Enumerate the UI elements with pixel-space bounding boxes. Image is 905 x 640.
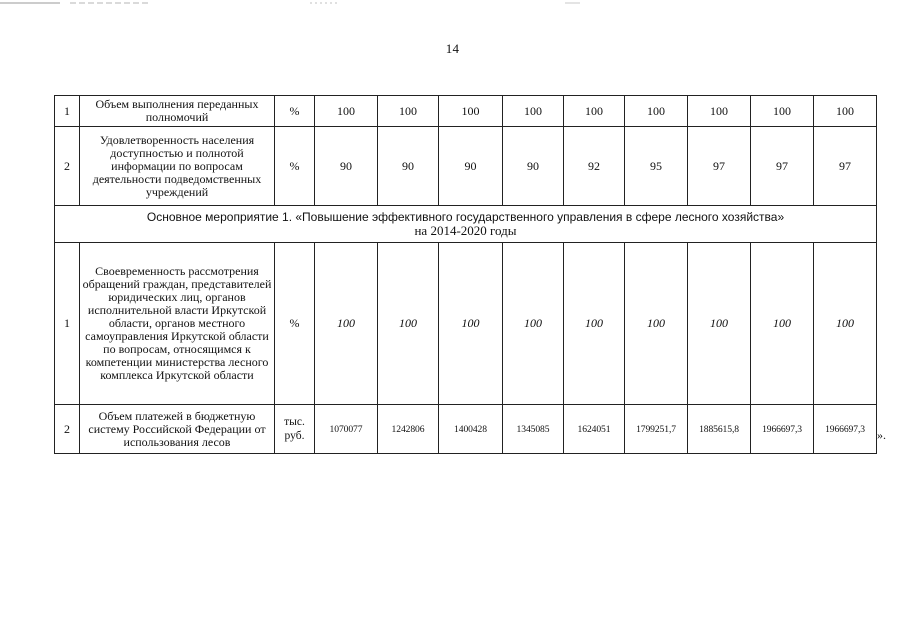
value-cell: 1070077 <box>315 405 378 454</box>
value-cell: 100 <box>814 243 877 405</box>
table-row <box>55 127 877 206</box>
row-number: 1 <box>55 96 80 127</box>
value-cell: 1799251,7 <box>625 405 688 454</box>
value-cell: 100 <box>751 96 814 127</box>
value-cell: 100 <box>503 96 564 127</box>
value-cell: 100 <box>625 243 688 405</box>
indicator-name: Объем выполнения переданных полномочий <box>80 96 275 127</box>
closing-quote-mark: ». <box>877 428 886 442</box>
value-cell: 100 <box>814 96 877 127</box>
value-cell: 1400428 <box>439 405 503 454</box>
value-cell: 1624051 <box>564 405 625 454</box>
value-cell: 100 <box>688 96 751 127</box>
value-cell: 100 <box>751 243 814 405</box>
row-number: 2 <box>55 127 80 206</box>
value-cell: 100 <box>625 96 688 127</box>
value-cell: 97 <box>814 127 877 206</box>
unit-cell: % <box>275 96 315 127</box>
value-cell: 1242806 <box>378 405 439 454</box>
value-cell: 97 <box>688 127 751 206</box>
section-title: Основное мероприятие 1. «Повышение эффективного государственного управления в сфере лесного хозяйства» <box>146 210 785 224</box>
indicator-name: Своевременность рассмотрения обращений граждан, представителей юридических лиц, органов исполнительной власти Иркутской области, органов местного самоуправления Иркутской области по вопросам, относящимся к компетенции министерства лесного комплекса Иркутской области <box>80 243 275 405</box>
value-cell: 100 <box>378 96 439 127</box>
value-cell: 1345085 <box>503 405 564 454</box>
page-number: 14 <box>445 41 460 56</box>
unit-cell: тыс. руб. <box>275 405 315 454</box>
value-cell: 1885615,8 <box>688 405 751 454</box>
value-cell: 97 <box>751 127 814 206</box>
table-row <box>55 96 877 127</box>
value-cell: 90 <box>503 127 564 206</box>
unit-cell: % <box>275 243 315 405</box>
row-number: 2 <box>55 405 80 454</box>
row-number: 1 <box>55 243 80 405</box>
value-cell: 100 <box>439 96 503 127</box>
section-heading <box>55 206 877 243</box>
indicator-name: Удовлетворенность населения доступностью и полнотой информации по вопросам деятельности подведомственных учреждений <box>80 127 275 206</box>
value-cell: 100 <box>439 243 503 405</box>
value-cell: 100 <box>315 96 378 127</box>
section-period: на 2014-2020 годы <box>414 223 517 238</box>
value-cell: 1966697,3 <box>814 405 877 454</box>
value-cell: 90 <box>378 127 439 206</box>
table-row <box>55 405 877 454</box>
value-cell: 100 <box>503 243 564 405</box>
table-row <box>55 243 877 405</box>
scan-artifacts <box>0 0 905 12</box>
indicators-table <box>54 95 877 454</box>
value-cell: 100 <box>315 243 378 405</box>
indicator-name: Объем платежей в бюджетную систему Российской Федерации от использования лесов <box>80 405 275 454</box>
value-cell: 90 <box>315 127 378 206</box>
value-cell: 1966697,3 <box>751 405 814 454</box>
unit-cell: % <box>275 127 315 206</box>
value-cell: 100 <box>688 243 751 405</box>
value-cell: 100 <box>378 243 439 405</box>
value-cell: 100 <box>564 243 625 405</box>
value-cell: 95 <box>625 127 688 206</box>
value-cell: 92 <box>564 127 625 206</box>
value-cell: 100 <box>564 96 625 127</box>
section-row <box>55 206 877 243</box>
value-cell: 90 <box>439 127 503 206</box>
